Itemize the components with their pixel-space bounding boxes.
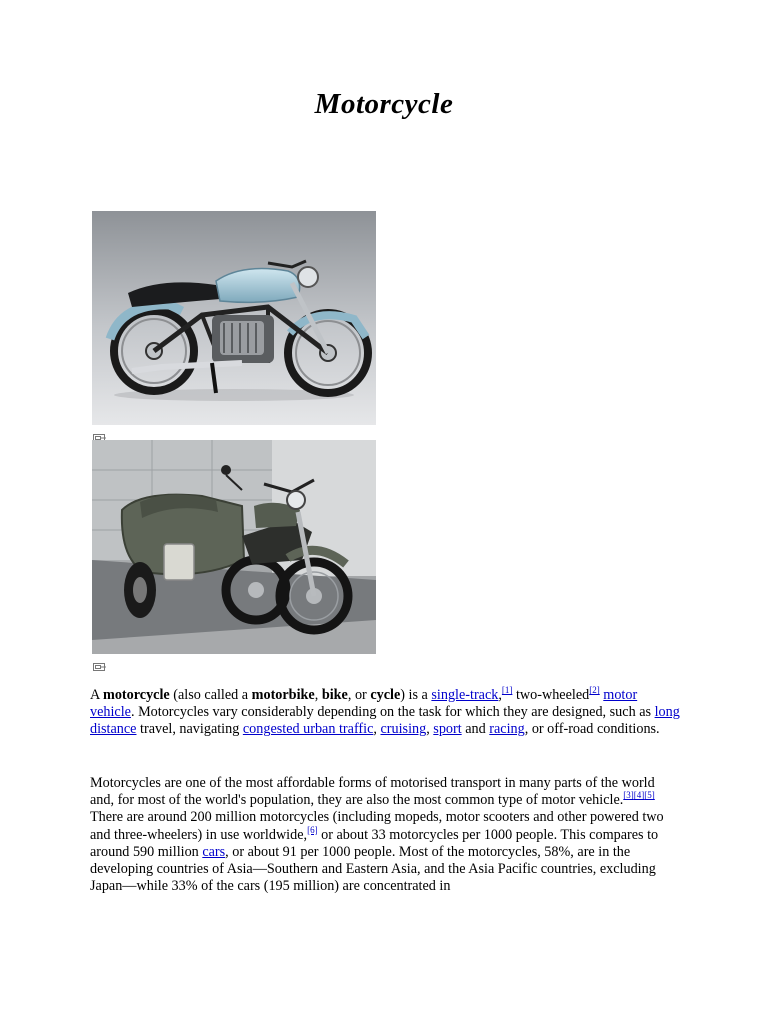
text: (also called a <box>169 687 252 703</box>
link-sport[interactable]: sport <box>433 721 462 738</box>
intro-paragraph <box>90 687 682 739</box>
text: , or about 91 per 1000 people. Most of the motorcycles, 58%, are in the developing countries of Asia—Southern and Eastern Asia, and the Asia Pacific countries, excluding Japan—while 33% of the cars (195 million) are concentrated in <box>90 843 656 895</box>
page-title: Motorcycle <box>314 88 454 120</box>
link-motor-vehicle[interactable]: motor vehicle <box>90 687 638 721</box>
text: A <box>90 687 104 703</box>
citation-link[interactable]: [6] <box>307 824 318 835</box>
enlarge-icon[interactable] <box>93 659 107 669</box>
text: or about 33 motorcycles per 1000 people. This compares to around 590 million <box>90 826 659 860</box>
bold-term: motorcycle <box>103 687 170 703</box>
bold-term: bike <box>321 687 348 703</box>
citation-link[interactable]: [2] <box>589 685 600 695</box>
citation-link[interactable]: [1] <box>501 685 513 695</box>
text: , <box>426 721 434 738</box>
link-single-track[interactable]: single-track <box>431 687 499 703</box>
link-cruising[interactable]: cruising <box>380 721 427 738</box>
motorcycle-photo[interactable] <box>92 211 376 425</box>
text: , <box>498 687 502 703</box>
citation-link[interactable]: [5] <box>644 790 655 801</box>
text: Motorcycles are one of the most affordable forms of motorised transport in many parts of the world and, for most of the world's population, they are also the most common type of motor vehicle. <box>90 775 655 809</box>
enlarge-icon[interactable] <box>93 430 107 440</box>
text: , <box>314 687 322 703</box>
statistics-paragraph <box>90 775 682 895</box>
citation-link[interactable]: [3] <box>623 790 634 801</box>
text: and <box>461 721 490 738</box>
link-congested-urban-traffic[interactable]: congested urban traffic <box>242 721 374 738</box>
text: two-wheeled <box>512 687 590 703</box>
text: There are around 200 million motorcycles (including mopeds, motor scooters and other powered two and three-wheelers) in use worldwide, <box>90 809 664 843</box>
text: travel, navigating <box>136 721 243 738</box>
bold-term: cycle <box>370 687 401 703</box>
citation-link[interactable]: [4] <box>633 790 645 801</box>
link-racing[interactable]: racing <box>489 721 525 738</box>
link-cars[interactable]: cars <box>202 843 226 860</box>
text: , <box>373 721 381 738</box>
text: ) is a <box>400 687 432 703</box>
text: . Motorcycles vary considerably depending on the task for which they are designed, such as <box>130 704 655 721</box>
bold-term: motorbike <box>251 687 315 703</box>
text: , or <box>347 687 371 703</box>
sidecar-motorcycle-photo[interactable] <box>92 440 376 654</box>
link-long-distance[interactable]: long distance <box>90 704 680 738</box>
text: , or off-road conditions. <box>524 721 660 738</box>
